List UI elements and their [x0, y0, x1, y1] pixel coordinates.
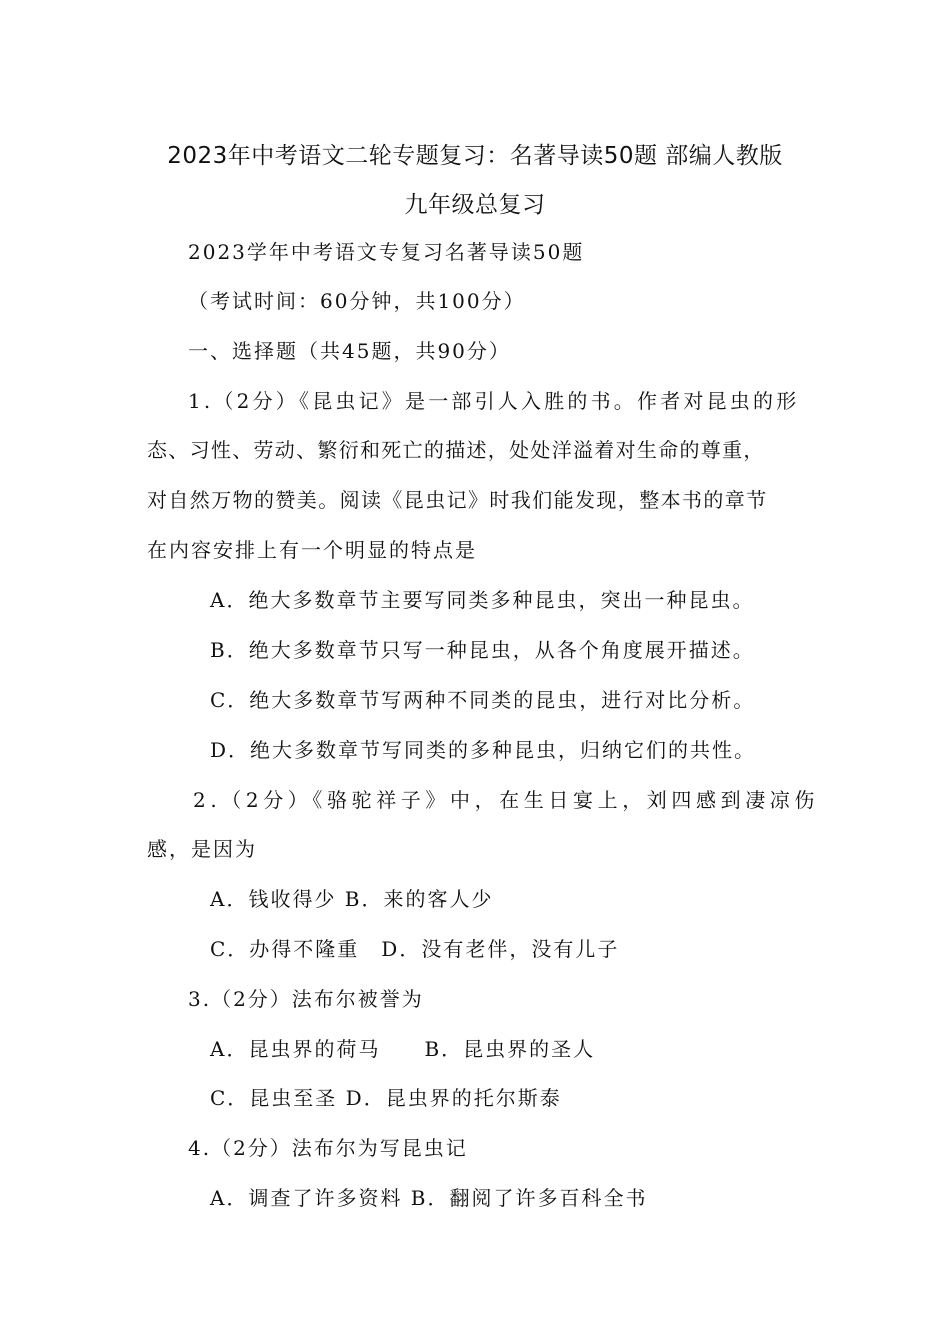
question-1-option-d: D．绝大多数章节写同类的多种昆虫，归纳它们的共性。 [210, 738, 757, 762]
question-2-options-cd: C．办得不隆重 D．没有老伴，没有儿子 [210, 937, 620, 961]
exam-info: （考试时间：60分钟，共100分） [188, 289, 526, 313]
question-3-options-ab: A．昆虫界的荷马 B．昆虫界的圣人 [210, 1037, 596, 1061]
question-4-options-ab: A．调查了许多资料 B．翻阅了许多百科全书 [210, 1186, 648, 1210]
section-heading: 一、选择题（共45题，共90分） [188, 339, 511, 363]
question-4-stem: 4.（2分）法布尔为写昆虫记 [188, 1136, 468, 1160]
question-3-options-cd: C．昆虫至圣 D．昆虫界的托尔斯泰 [210, 1086, 562, 1110]
question-3-stem: 3.（2分）法布尔被誉为 [188, 987, 424, 1011]
question-1-stem-line-2: 态、习性、劳动、繁衍和死亡的描述，处处洋溢着对生命的尊重， [147, 438, 765, 462]
document-title-line-1: 2023年中考语文二轮专题复习：名著导读50题 部编人教版 [167, 143, 783, 169]
document-title-line-2: 九年级总复习 [404, 192, 546, 218]
question-2-stem-line-1: 2.（2分）《骆驼祥子》中，在生日宴上，刘四感到凄凉伤 [193, 788, 820, 812]
question-2-stem-line-2: 感，是因为 [147, 837, 257, 861]
question-1-option-b: B．绝大多数章节只写一种昆虫，从各个角度展开描述。 [210, 638, 755, 662]
question-1-option-a: A．绝大多数章节主要写同类多种昆虫，突出一种昆虫。 [210, 588, 755, 612]
question-1-stem-line-3: 对自然万物的赞美。阅读《昆虫记》时我们能发现，整本书的章节 [147, 488, 768, 512]
question-2-options-ab: A．钱收得少 B．来的客人少 [210, 887, 494, 911]
question-1-stem-line-1: 1.（2分）《昆虫记》是一部引人入胜的书。作者对昆虫的形 [188, 389, 800, 413]
question-1-option-c: C．绝大多数章节写两种不同类的昆虫，进行对比分析。 [210, 688, 756, 712]
question-1-stem-line-4: 在内容安排上有一个明显的特点是 [147, 538, 477, 562]
document-subtitle: 2023学年中考语文专复习名著导读50题 [188, 240, 585, 264]
